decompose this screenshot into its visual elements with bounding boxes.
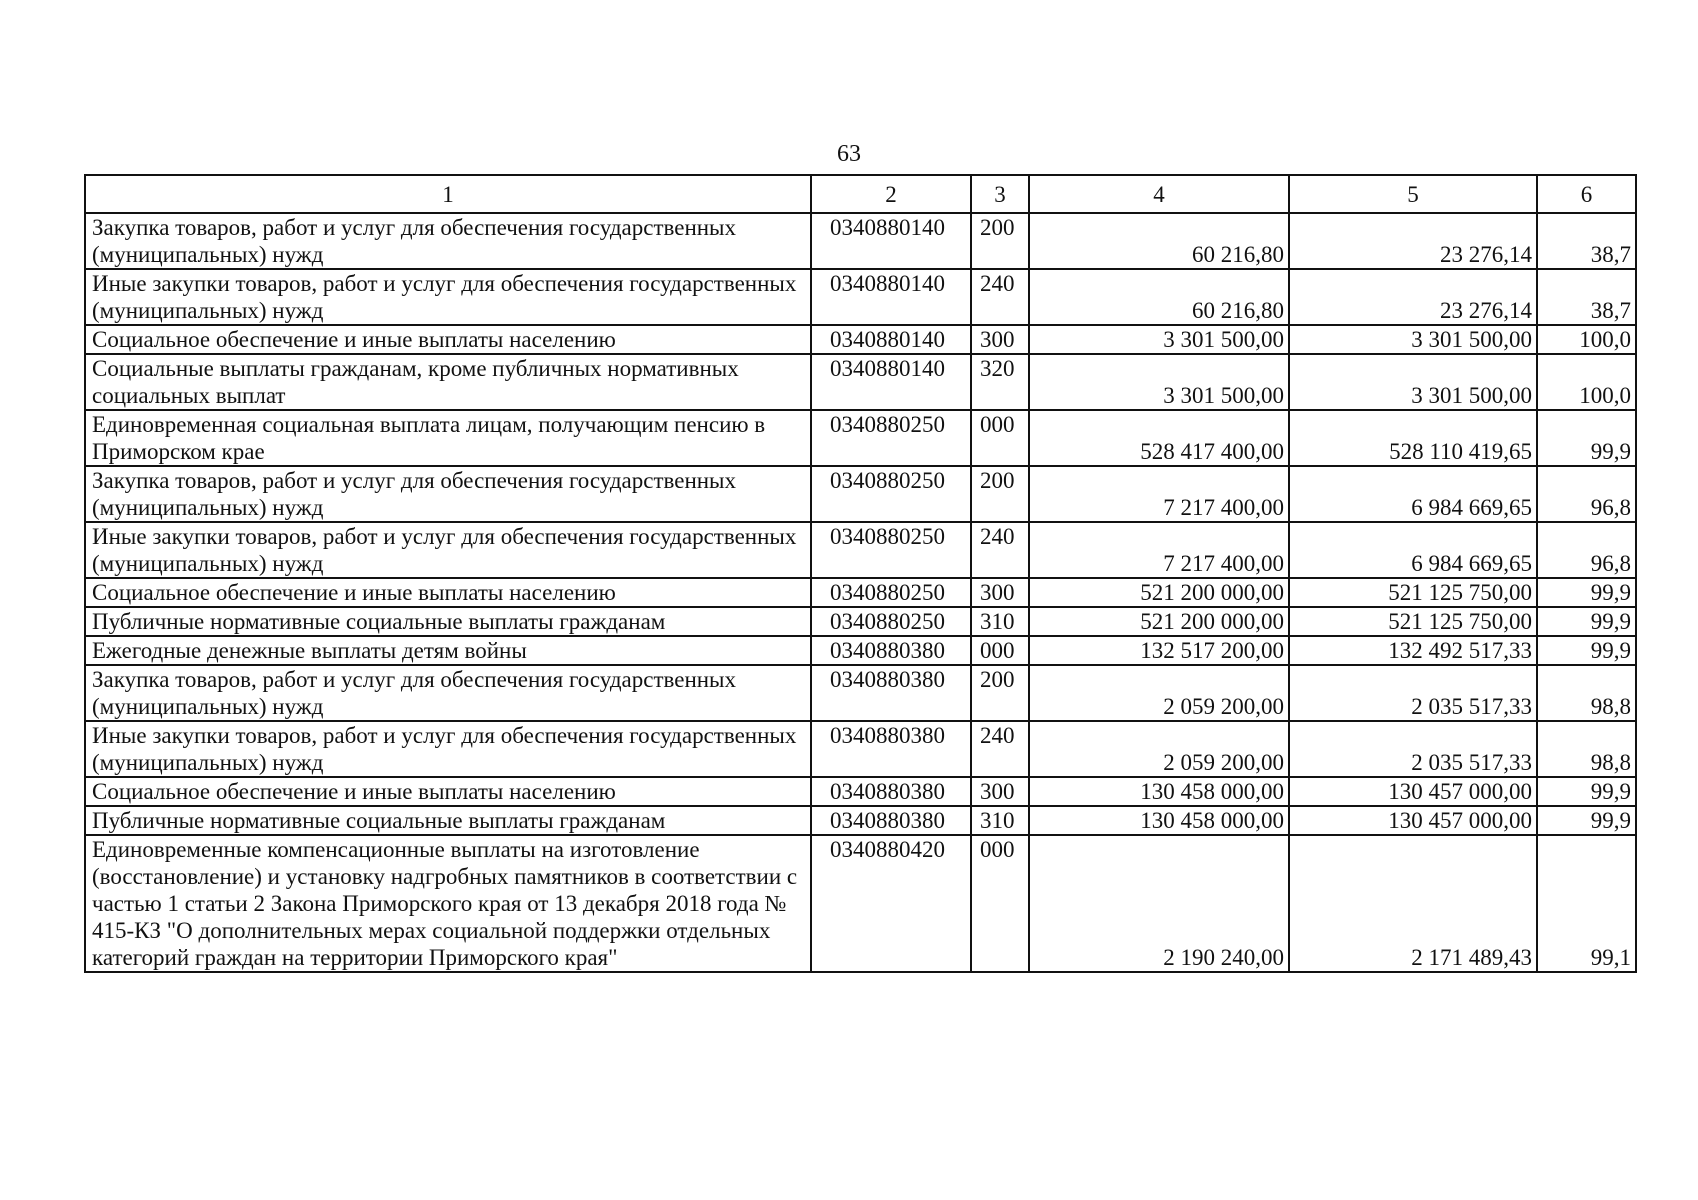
table-row [85, 522, 1636, 578]
row-code-cell: 0340880250 [811, 466, 971, 522]
row-fact-cell: 521 125 750,00 [1289, 578, 1537, 607]
row-percent-cell: 96,8 [1537, 466, 1636, 522]
column-header: 6 [1537, 175, 1636, 213]
row-name-cell: Единовременные компенсационные выплаты на изготовление (восстановление) и установку надгробных памятников в соответствии с частью 1 статьи 2 Закона Приморского края от 13 декабря 2018 года № 415-КЗ "О дополнительных мерах социальной поддержки отдельных категорий граждан на территории Приморского края" [85, 835, 811, 972]
table-row [85, 213, 1636, 269]
row-code-cell: 0340880140 [811, 325, 971, 354]
row-plan-cell: 3 301 500,00 [1029, 354, 1289, 410]
row-percent-cell: 99,9 [1537, 607, 1636, 636]
table-row [85, 269, 1636, 325]
table-body [85, 213, 1636, 972]
row-plan-cell: 60 216,80 [1029, 213, 1289, 269]
row-fact-cell: 23 276,14 [1289, 269, 1537, 325]
table-row [85, 325, 1636, 354]
row-plan-cell: 130 458 000,00 [1029, 777, 1289, 806]
table-row [85, 777, 1636, 806]
row-percent-cell: 99,9 [1537, 777, 1636, 806]
row-type-cell: 310 [971, 806, 1029, 835]
column-header: 5 [1289, 175, 1537, 213]
row-plan-cell: 521 200 000,00 [1029, 607, 1289, 636]
row-name-cell: Закупка товаров, работ и услуг для обеспечения государственных (муниципальных) нужд [85, 466, 811, 522]
row-name-cell: Социальные выплаты гражданам, кроме публичных нормативных социальных выплат [85, 354, 811, 410]
header-row [85, 175, 1636, 213]
row-plan-cell: 528 417 400,00 [1029, 410, 1289, 466]
row-type-cell: 240 [971, 522, 1029, 578]
row-plan-cell: 3 301 500,00 [1029, 325, 1289, 354]
row-name-cell: Закупка товаров, работ и услуг для обеспечения государственных (муниципальных) нужд [85, 213, 811, 269]
row-code-cell: 0340880380 [811, 777, 971, 806]
row-plan-cell: 60 216,80 [1029, 269, 1289, 325]
row-fact-cell: 130 457 000,00 [1289, 777, 1537, 806]
column-header: 3 [971, 175, 1029, 213]
row-name-cell: Публичные нормативные социальные выплаты гражданам [85, 806, 811, 835]
row-percent-cell: 99,1 [1537, 835, 1636, 972]
row-percent-cell: 99,9 [1537, 410, 1636, 466]
row-code-cell: 0340880250 [811, 522, 971, 578]
row-percent-cell: 38,7 [1537, 213, 1636, 269]
row-percent-cell: 98,8 [1537, 665, 1636, 721]
row-type-cell: 320 [971, 354, 1029, 410]
row-code-cell: 0340880250 [811, 578, 971, 607]
row-name-cell: Публичные нормативные социальные выплаты гражданам [85, 607, 811, 636]
row-name-cell: Социальное обеспечение и иные выплаты населению [85, 777, 811, 806]
row-name-cell: Социальное обеспечение и иные выплаты населению [85, 578, 811, 607]
row-percent-cell: 100,0 [1537, 354, 1636, 410]
row-fact-cell: 132 492 517,33 [1289, 636, 1537, 665]
row-code-cell: 0340880140 [811, 354, 971, 410]
row-fact-cell: 6 984 669,65 [1289, 522, 1537, 578]
row-plan-cell: 2 190 240,00 [1029, 835, 1289, 972]
row-type-cell: 300 [971, 777, 1029, 806]
row-code-cell: 0340880140 [811, 213, 971, 269]
row-percent-cell: 99,9 [1537, 806, 1636, 835]
row-percent-cell: 100,0 [1537, 325, 1636, 354]
row-percent-cell: 98,8 [1537, 721, 1636, 777]
row-code-cell: 0340880380 [811, 636, 971, 665]
row-name-cell: Ежегодные денежные выплаты детям войны [85, 636, 811, 665]
row-fact-cell: 2 035 517,33 [1289, 665, 1537, 721]
row-type-cell: 300 [971, 325, 1029, 354]
row-type-cell: 000 [971, 636, 1029, 665]
row-type-cell: 300 [971, 578, 1029, 607]
row-name-cell: Социальное обеспечение и иные выплаты населению [85, 325, 811, 354]
row-type-cell: 200 [971, 466, 1029, 522]
row-code-cell: 0340880380 [811, 721, 971, 777]
row-fact-cell: 2 035 517,33 [1289, 721, 1537, 777]
table-row [85, 354, 1636, 410]
row-percent-cell: 99,9 [1537, 636, 1636, 665]
row-plan-cell: 7 217 400,00 [1029, 466, 1289, 522]
row-fact-cell: 528 110 419,65 [1289, 410, 1537, 466]
row-type-cell: 000 [971, 410, 1029, 466]
table-row [85, 806, 1636, 835]
row-code-cell: 0340880380 [811, 806, 971, 835]
table-row [85, 636, 1636, 665]
row-type-cell: 200 [971, 213, 1029, 269]
page-number: 63 [837, 141, 861, 167]
table-row [85, 410, 1636, 466]
row-fact-cell: 6 984 669,65 [1289, 466, 1537, 522]
row-plan-cell: 132 517 200,00 [1029, 636, 1289, 665]
row-name-cell: Закупка товаров, работ и услуг для обеспечения государственных (муниципальных) нужд [85, 665, 811, 721]
row-code-cell: 0340880420 [811, 835, 971, 972]
row-plan-cell: 2 059 200,00 [1029, 721, 1289, 777]
column-header: 4 [1029, 175, 1289, 213]
row-fact-cell: 3 301 500,00 [1289, 354, 1537, 410]
row-plan-cell: 2 059 200,00 [1029, 665, 1289, 721]
table-row [85, 721, 1636, 777]
row-type-cell: 000 [971, 835, 1029, 972]
row-type-cell: 310 [971, 607, 1029, 636]
row-code-cell: 0340880380 [811, 665, 971, 721]
row-fact-cell: 2 171 489,43 [1289, 835, 1537, 972]
row-fact-cell: 521 125 750,00 [1289, 607, 1537, 636]
row-type-cell: 240 [971, 721, 1029, 777]
column-header: 1 [85, 175, 811, 213]
row-type-cell: 200 [971, 665, 1029, 721]
table-header [85, 175, 1636, 213]
row-fact-cell: 3 301 500,00 [1289, 325, 1537, 354]
row-name-cell: Иные закупки товаров, работ и услуг для обеспечения государственных (муниципальных) нужд [85, 522, 811, 578]
column-header: 2 [811, 175, 971, 213]
row-name-cell: Иные закупки товаров, работ и услуг для обеспечения государственных (муниципальных) нужд [85, 269, 811, 325]
row-code-cell: 0340880250 [811, 410, 971, 466]
row-code-cell: 0340880250 [811, 607, 971, 636]
row-name-cell: Иные закупки товаров, работ и услуг для обеспечения государственных (муниципальных) нужд [85, 721, 811, 777]
row-plan-cell: 7 217 400,00 [1029, 522, 1289, 578]
row-code-cell: 0340880140 [811, 269, 971, 325]
row-fact-cell: 130 457 000,00 [1289, 806, 1537, 835]
row-type-cell: 240 [971, 269, 1029, 325]
table-row [85, 607, 1636, 636]
table-row [85, 578, 1636, 607]
row-percent-cell: 99,9 [1537, 578, 1636, 607]
table-row [85, 466, 1636, 522]
table-row [85, 665, 1636, 721]
row-percent-cell: 38,7 [1537, 269, 1636, 325]
row-percent-cell: 96,8 [1537, 522, 1636, 578]
row-fact-cell: 23 276,14 [1289, 213, 1537, 269]
row-plan-cell: 130 458 000,00 [1029, 806, 1289, 835]
row-name-cell: Единовременная социальная выплата лицам, получающим пенсию в Приморском крае [85, 410, 811, 466]
budget-table [84, 174, 1637, 973]
table-row [85, 835, 1636, 972]
row-plan-cell: 521 200 000,00 [1029, 578, 1289, 607]
